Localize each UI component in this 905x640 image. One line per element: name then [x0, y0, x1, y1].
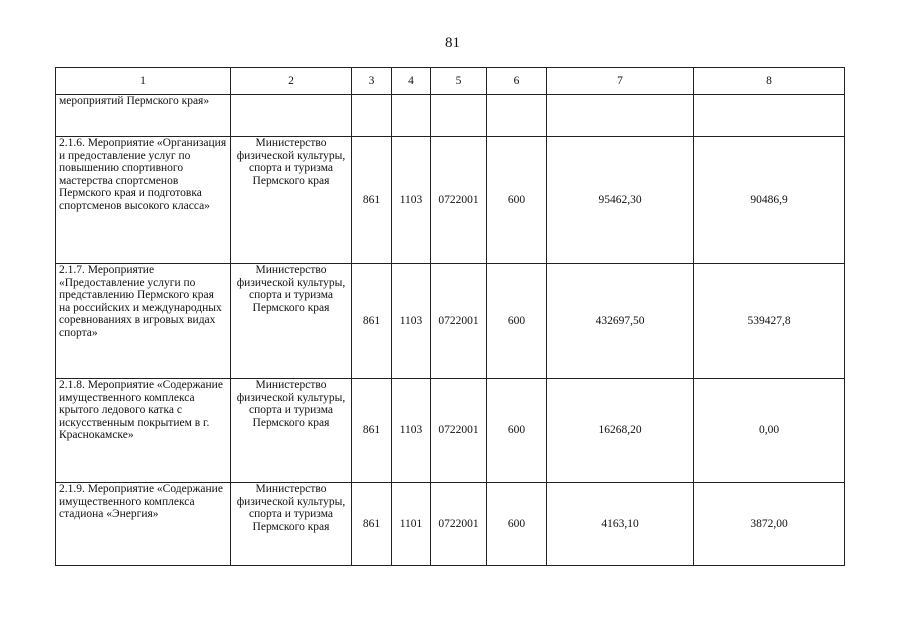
value-col8-cell	[694, 95, 845, 137]
column-header-1: 1	[56, 68, 231, 95]
agency-cell: Министерство физической культуры, спорта и туризма Пермского края	[231, 264, 352, 379]
code-col4-cell: 1101	[392, 483, 431, 566]
agency-cell: Министерство физической культуры, спорта и туризма Пермского края	[231, 137, 352, 264]
value-col8-cell: 90486,9	[694, 137, 845, 264]
value-col8-cell: 3872,00	[694, 483, 845, 566]
code-col3-cell: 861	[352, 137, 392, 264]
value-col7-cell: 95462,30	[547, 137, 694, 264]
code-col5-cell	[431, 95, 487, 137]
table-row	[56, 483, 845, 566]
code-col4-cell: 1103	[392, 137, 431, 264]
table-row	[56, 137, 845, 264]
code-col3-cell	[352, 95, 392, 137]
measure-name-cell: мероприятий Пермского края»	[56, 95, 231, 137]
code-col5-cell: 0722001	[431, 379, 487, 483]
agency-cell: Министерство физической культуры, спорта и туризма Пермского края	[231, 483, 352, 566]
table-row	[56, 264, 845, 379]
code-col4-cell: 1103	[392, 379, 431, 483]
table-row	[56, 379, 845, 483]
page-number: 81	[445, 35, 460, 51]
code-col3-cell: 861	[352, 264, 392, 379]
code-col6-cell: 600	[487, 264, 547, 379]
value-col7-cell: 432697,50	[547, 264, 694, 379]
table-row	[56, 95, 845, 137]
value-col8-cell: 539427,8	[694, 264, 845, 379]
column-header-8: 8	[694, 68, 845, 95]
column-header-4: 4	[392, 68, 431, 95]
measure-name-cell: 2.1.9. Мероприятие «Содержание имущественного комплекса стадиона «Энергия»	[56, 483, 231, 566]
code-col4-cell: 1103	[392, 264, 431, 379]
column-header-6: 6	[487, 68, 547, 95]
code-col6-cell	[487, 95, 547, 137]
agency-cell: Министерство физической культуры, спорта и туризма Пермского края	[231, 379, 352, 483]
column-header-2: 2	[231, 68, 352, 95]
measure-name-cell: 2.1.8. Мероприятие «Содержание имущественного комплекса крытого ледового катка с искусственным покрытием в г. Краснокамске»	[56, 379, 231, 483]
code-col5-cell: 0722001	[431, 483, 487, 566]
header-row	[56, 68, 845, 95]
column-header-5: 5	[431, 68, 487, 95]
value-col7-cell: 4163,10	[547, 483, 694, 566]
value-col7-cell: 16268,20	[547, 379, 694, 483]
code-col5-cell: 0722001	[431, 137, 487, 264]
code-col5-cell: 0722001	[431, 264, 487, 379]
column-header-7: 7	[547, 68, 694, 95]
code-col3-cell: 861	[352, 379, 392, 483]
code-col6-cell: 600	[487, 137, 547, 264]
code-col3-cell: 861	[352, 483, 392, 566]
value-col7-cell	[547, 95, 694, 137]
code-col6-cell: 600	[487, 483, 547, 566]
agency-cell	[231, 95, 352, 137]
budget-table	[55, 67, 845, 566]
code-col6-cell: 600	[487, 379, 547, 483]
measure-name-cell: 2.1.7. Мероприятие «Предоставление услуги по представлению Пермского края на российских и международных соревнованиях в игровых видах спорта»	[56, 264, 231, 379]
code-col4-cell	[392, 95, 431, 137]
column-header-3: 3	[352, 68, 392, 95]
value-col8-cell: 0,00	[694, 379, 845, 483]
measure-name-cell: 2.1.6. Мероприятие «Организация и предоставление услуг по повышению спортивного мастерства спортсменов Пермского края и подготовка спортсменов высокого класса»	[56, 137, 231, 264]
